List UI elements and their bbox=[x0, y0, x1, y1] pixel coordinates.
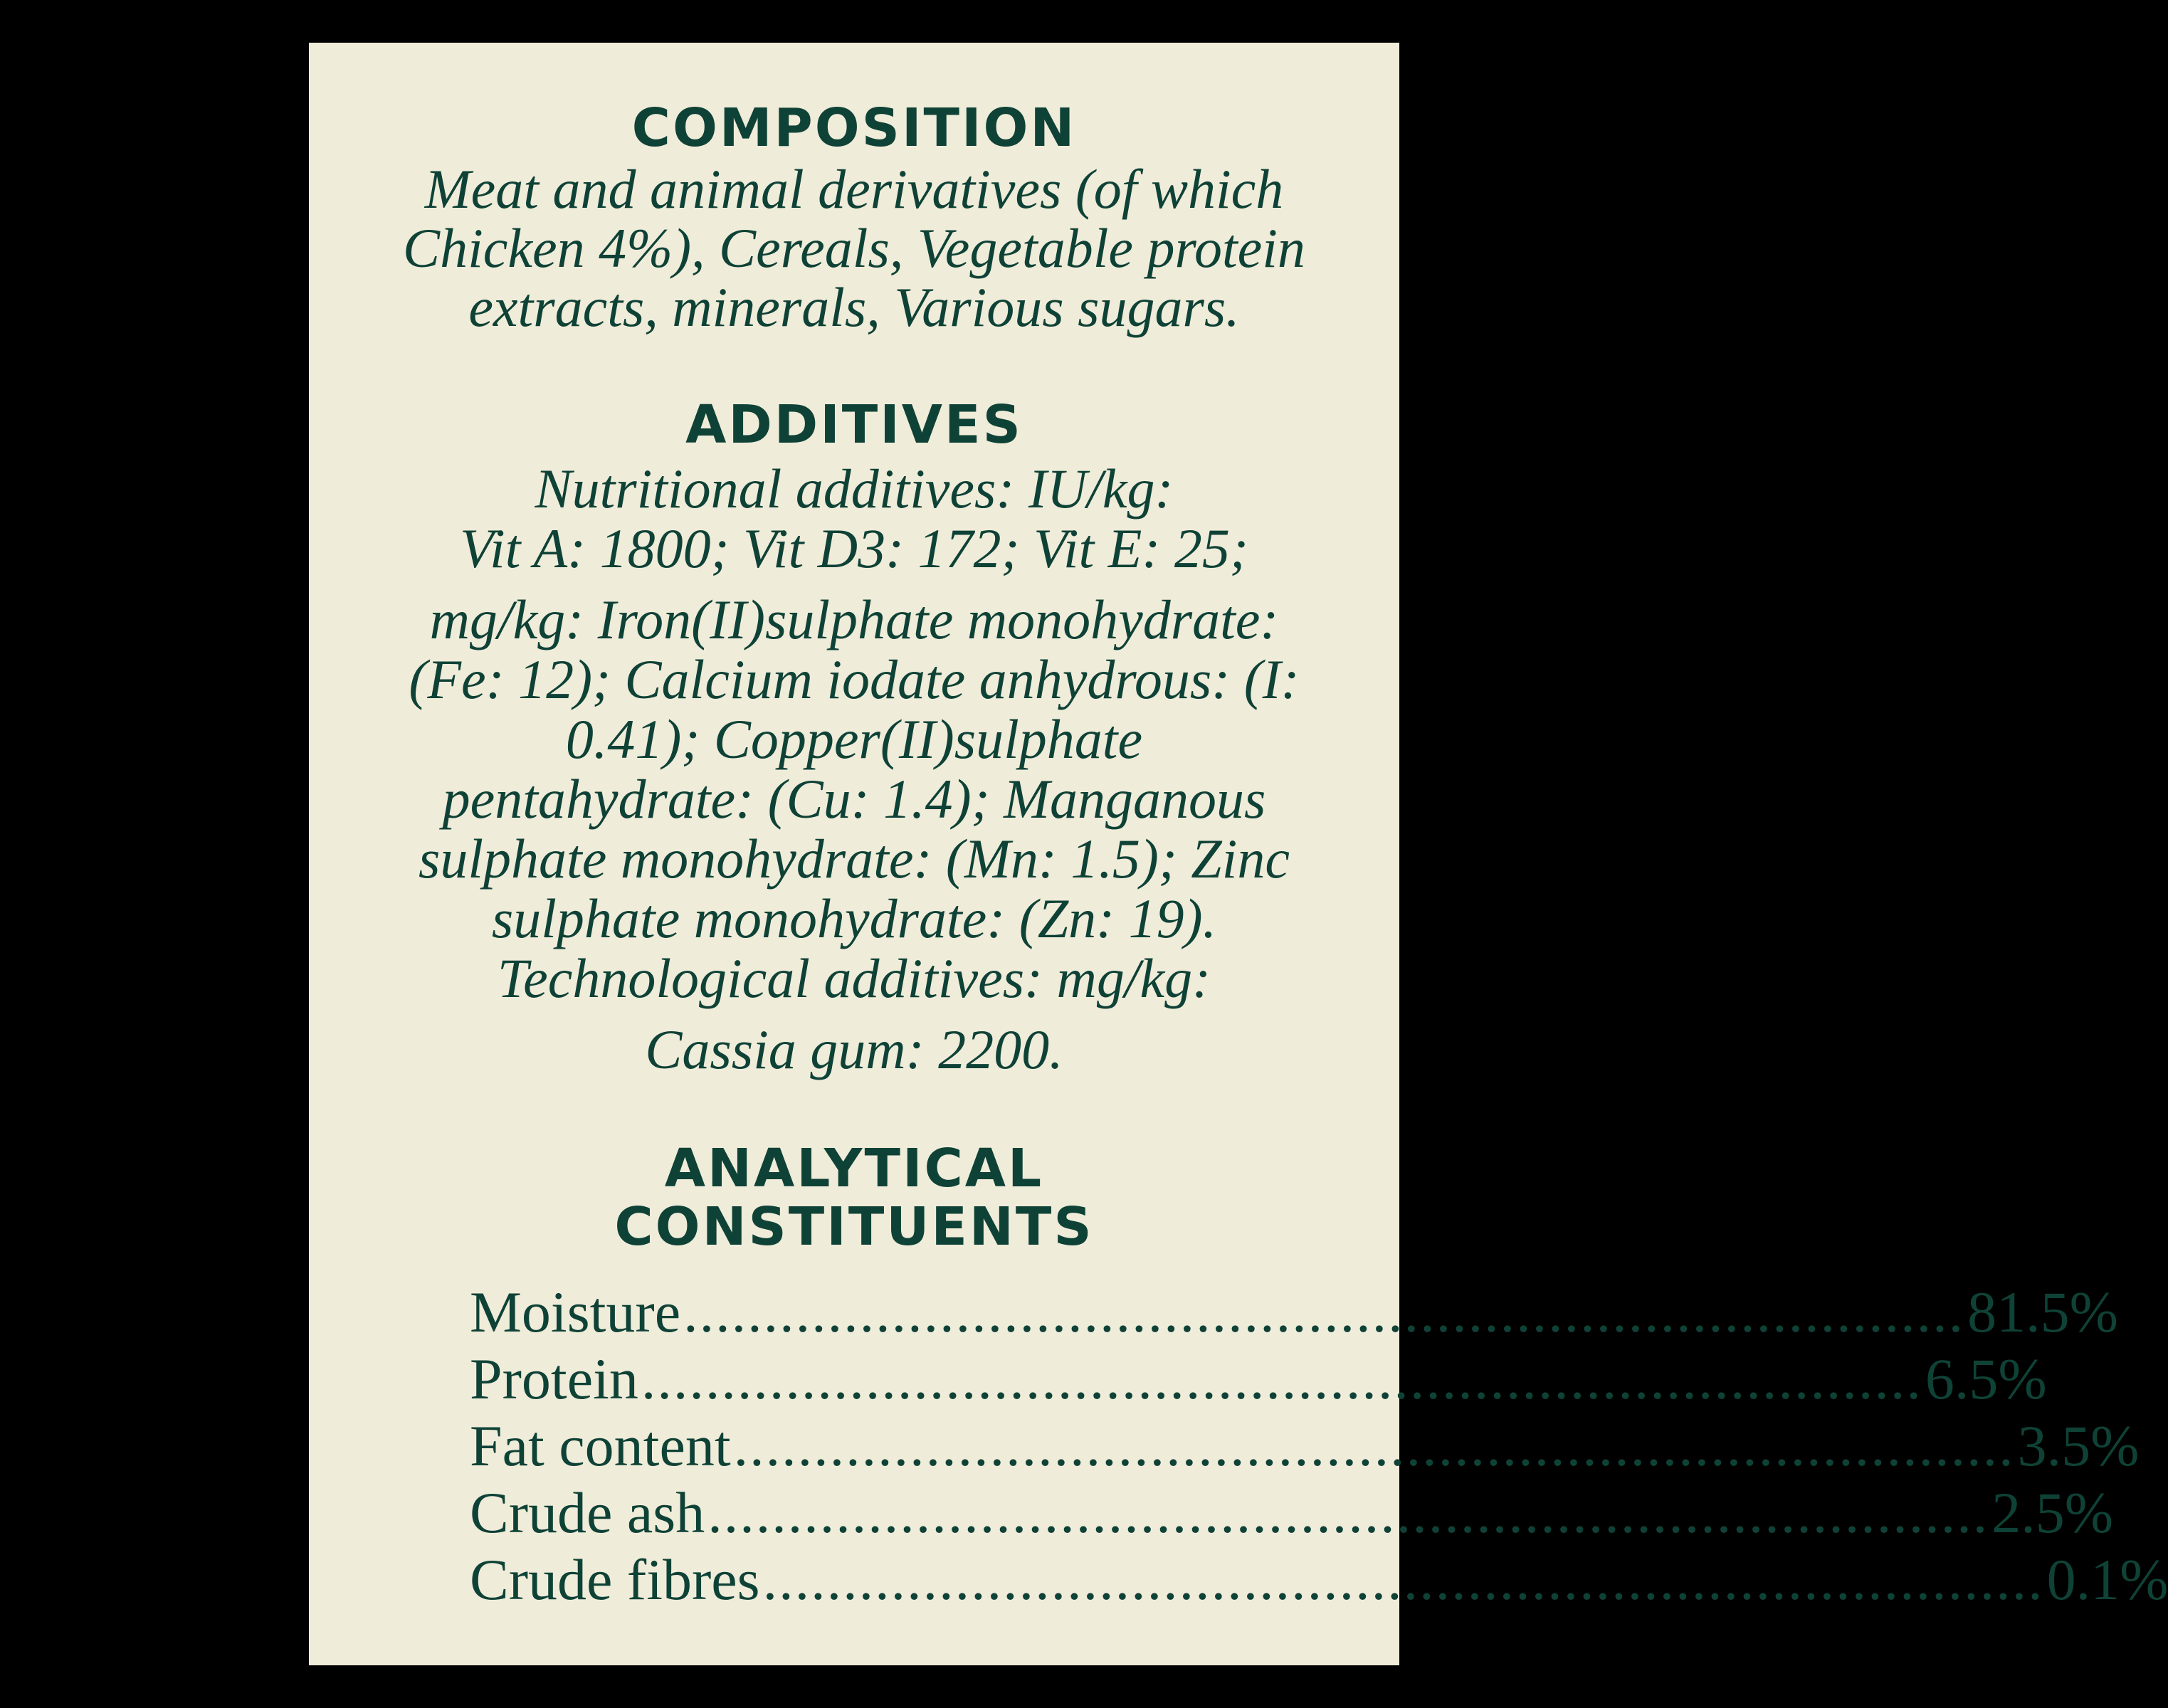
additives-text bbox=[356, 459, 1352, 1080]
analytical-heading-line: ANALYTICAL bbox=[664, 1138, 1044, 1199]
analytical-section bbox=[309, 1138, 2168, 1613]
additives-line: pentahydrate: (Cu: 1.4); Manganous bbox=[442, 768, 1266, 830]
analytical-table bbox=[470, 1279, 2168, 1613]
analytical-heading-line: CONSTITUENTS bbox=[614, 1196, 1094, 1258]
additives-section bbox=[309, 395, 1399, 1080]
analysis-row-name: Moisture bbox=[470, 1280, 681, 1344]
composition-text bbox=[356, 159, 1352, 337]
leader-dots: ................................................................................ bbox=[762, 1547, 2044, 1612]
additives-line: Vit A: 1800; Vit D3: 172; Vit E: 25; bbox=[460, 517, 1248, 579]
additives-line: Technological additives: mg/kg: bbox=[497, 947, 1211, 1009]
additives-line: Cassia gum: 2200. bbox=[645, 1018, 1063, 1080]
analysis-row-fat-content bbox=[470, 1413, 2140, 1480]
analysis-row-crude-ash bbox=[470, 1480, 2114, 1546]
analysis-row-value: 3.5% bbox=[2017, 1413, 2140, 1478]
composition-line: Meat and animal derivatives (of which bbox=[424, 158, 1284, 220]
composition-section bbox=[309, 98, 1399, 337]
leader-dots: ................................................................................ bbox=[683, 1280, 1965, 1344]
analysis-row-moisture bbox=[470, 1279, 2118, 1346]
analytical-heading bbox=[309, 1139, 1399, 1256]
analysis-row-value: 2.5% bbox=[1991, 1480, 2114, 1545]
analysis-row-value: 81.5% bbox=[1967, 1280, 2118, 1344]
analysis-row-name: Crude ash bbox=[470, 1480, 705, 1545]
analysis-row-name: Fat content bbox=[470, 1413, 731, 1478]
analysis-row-name: Protein bbox=[470, 1346, 638, 1411]
analysis-row-value: 0.1% bbox=[2046, 1547, 2168, 1612]
analysis-row-crude-fibres bbox=[470, 1546, 2168, 1613]
additives-heading: ADDITIVES bbox=[685, 394, 1023, 455]
leader-dots: ................................................................................ bbox=[707, 1480, 1989, 1545]
analysis-row-name: Crude fibres bbox=[470, 1547, 760, 1612]
analysis-row-protein bbox=[470, 1346, 2047, 1413]
composition-line: Chicken 4%), Cereals, Vegetable protein bbox=[403, 217, 1305, 279]
additives-line: Nutritional additives: IU/kg: bbox=[535, 458, 1174, 520]
composition-heading: COMPOSITION bbox=[631, 97, 1077, 159]
analysis-row-value: 6.5% bbox=[1925, 1346, 2047, 1411]
additives-line: sulphate monohydrate: (Mn: 1.5); Zinc bbox=[419, 828, 1290, 890]
additives-line: (Fe: 12); Calcium iodate anhydrous: (I: bbox=[409, 648, 1300, 710]
composition-line: extracts, minerals, Various sugars. bbox=[468, 276, 1240, 338]
additives-line: sulphate monohydrate: (Zn: 19). bbox=[491, 887, 1217, 949]
leader-dots: ................................................................................ bbox=[733, 1413, 2015, 1478]
nutrition-label-panel bbox=[309, 43, 2168, 1665]
leader-dots: ................................................................................ bbox=[641, 1346, 1922, 1411]
additives-line: 0.41); Copper(II)sulphate bbox=[565, 708, 1143, 770]
additives-line: mg/kg: Iron(II)sulphate monohydrate: bbox=[429, 589, 1279, 650]
